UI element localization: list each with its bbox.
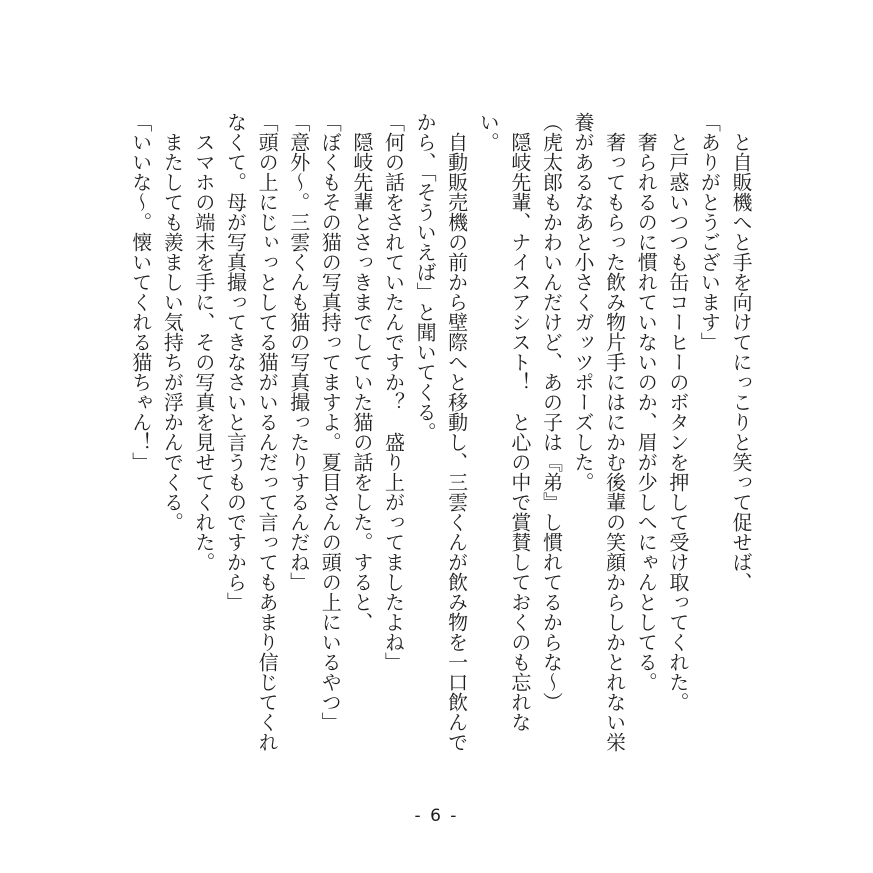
text-line: 「何の話をされていたんですか？ 盛り上がってましたよね」 xyxy=(381,112,406,672)
text-line: と戸惑いつつも缶コーヒーのボタンを押して受け取ってくれた。 xyxy=(665,132,690,712)
text-line: い。 xyxy=(476,112,501,152)
text-line: スマホの端末を手に、その写真を見せてくれた。 xyxy=(191,132,216,572)
text-line: 「頭の上にじぃっとしてる猫がいるんだって言ってもあまり信じてくれ xyxy=(255,112,280,752)
text-line: 自動販売機の前から壁際へと移動し、三雲くんが飲み物を一口飲んで xyxy=(444,132,469,752)
text-line: 奢ってもらった飲み物片手にはにかむ後輩の笑顔からしかとれない栄 xyxy=(602,132,627,752)
text-line: と自販機へと手を向けてにっこりと笑って促せば、 xyxy=(729,132,753,592)
text-line: から、「そういえば」と聞いてくる。 xyxy=(413,112,438,442)
page-number: - 6 - xyxy=(414,806,459,826)
text-line: なくて。母が写真撮ってきなさいと言うものですから」 xyxy=(223,112,248,612)
text-line: 「意外～。三雲くんも猫の写真撮ったりするんだね」 xyxy=(286,112,311,592)
text-line: 隠岐先輩、ナイスアシスト！ と心の中で賞賛しておくのも忘れな xyxy=(507,132,532,732)
text-line: 「ありがとうございます」 xyxy=(697,112,722,352)
text-line: またしても羨ましい気持ちが浮かんでくる。 xyxy=(160,132,185,532)
text-line: 奢られるのに慣れていないのか、眉が少しへにゃんとしてる。 xyxy=(634,132,659,692)
text-line: （虎太郎もかわいんだけど、あの子は『弟』し慣れてるからな～） xyxy=(539,112,564,712)
text-line: 「いいな～。懐いてくれる猫ちゃん！」 xyxy=(128,112,153,472)
text-line: 隠岐先輩とさっきまでしていた猫の話をした。すると、 xyxy=(349,132,374,632)
page-body xyxy=(124,112,756,772)
text-line: 「ぼくもその猫の写真持ってますよ。夏目さんの頭の上にいるやつ」 xyxy=(318,112,343,732)
text-line: 養があるなあと小さくガッツポーズした。 xyxy=(571,112,596,492)
